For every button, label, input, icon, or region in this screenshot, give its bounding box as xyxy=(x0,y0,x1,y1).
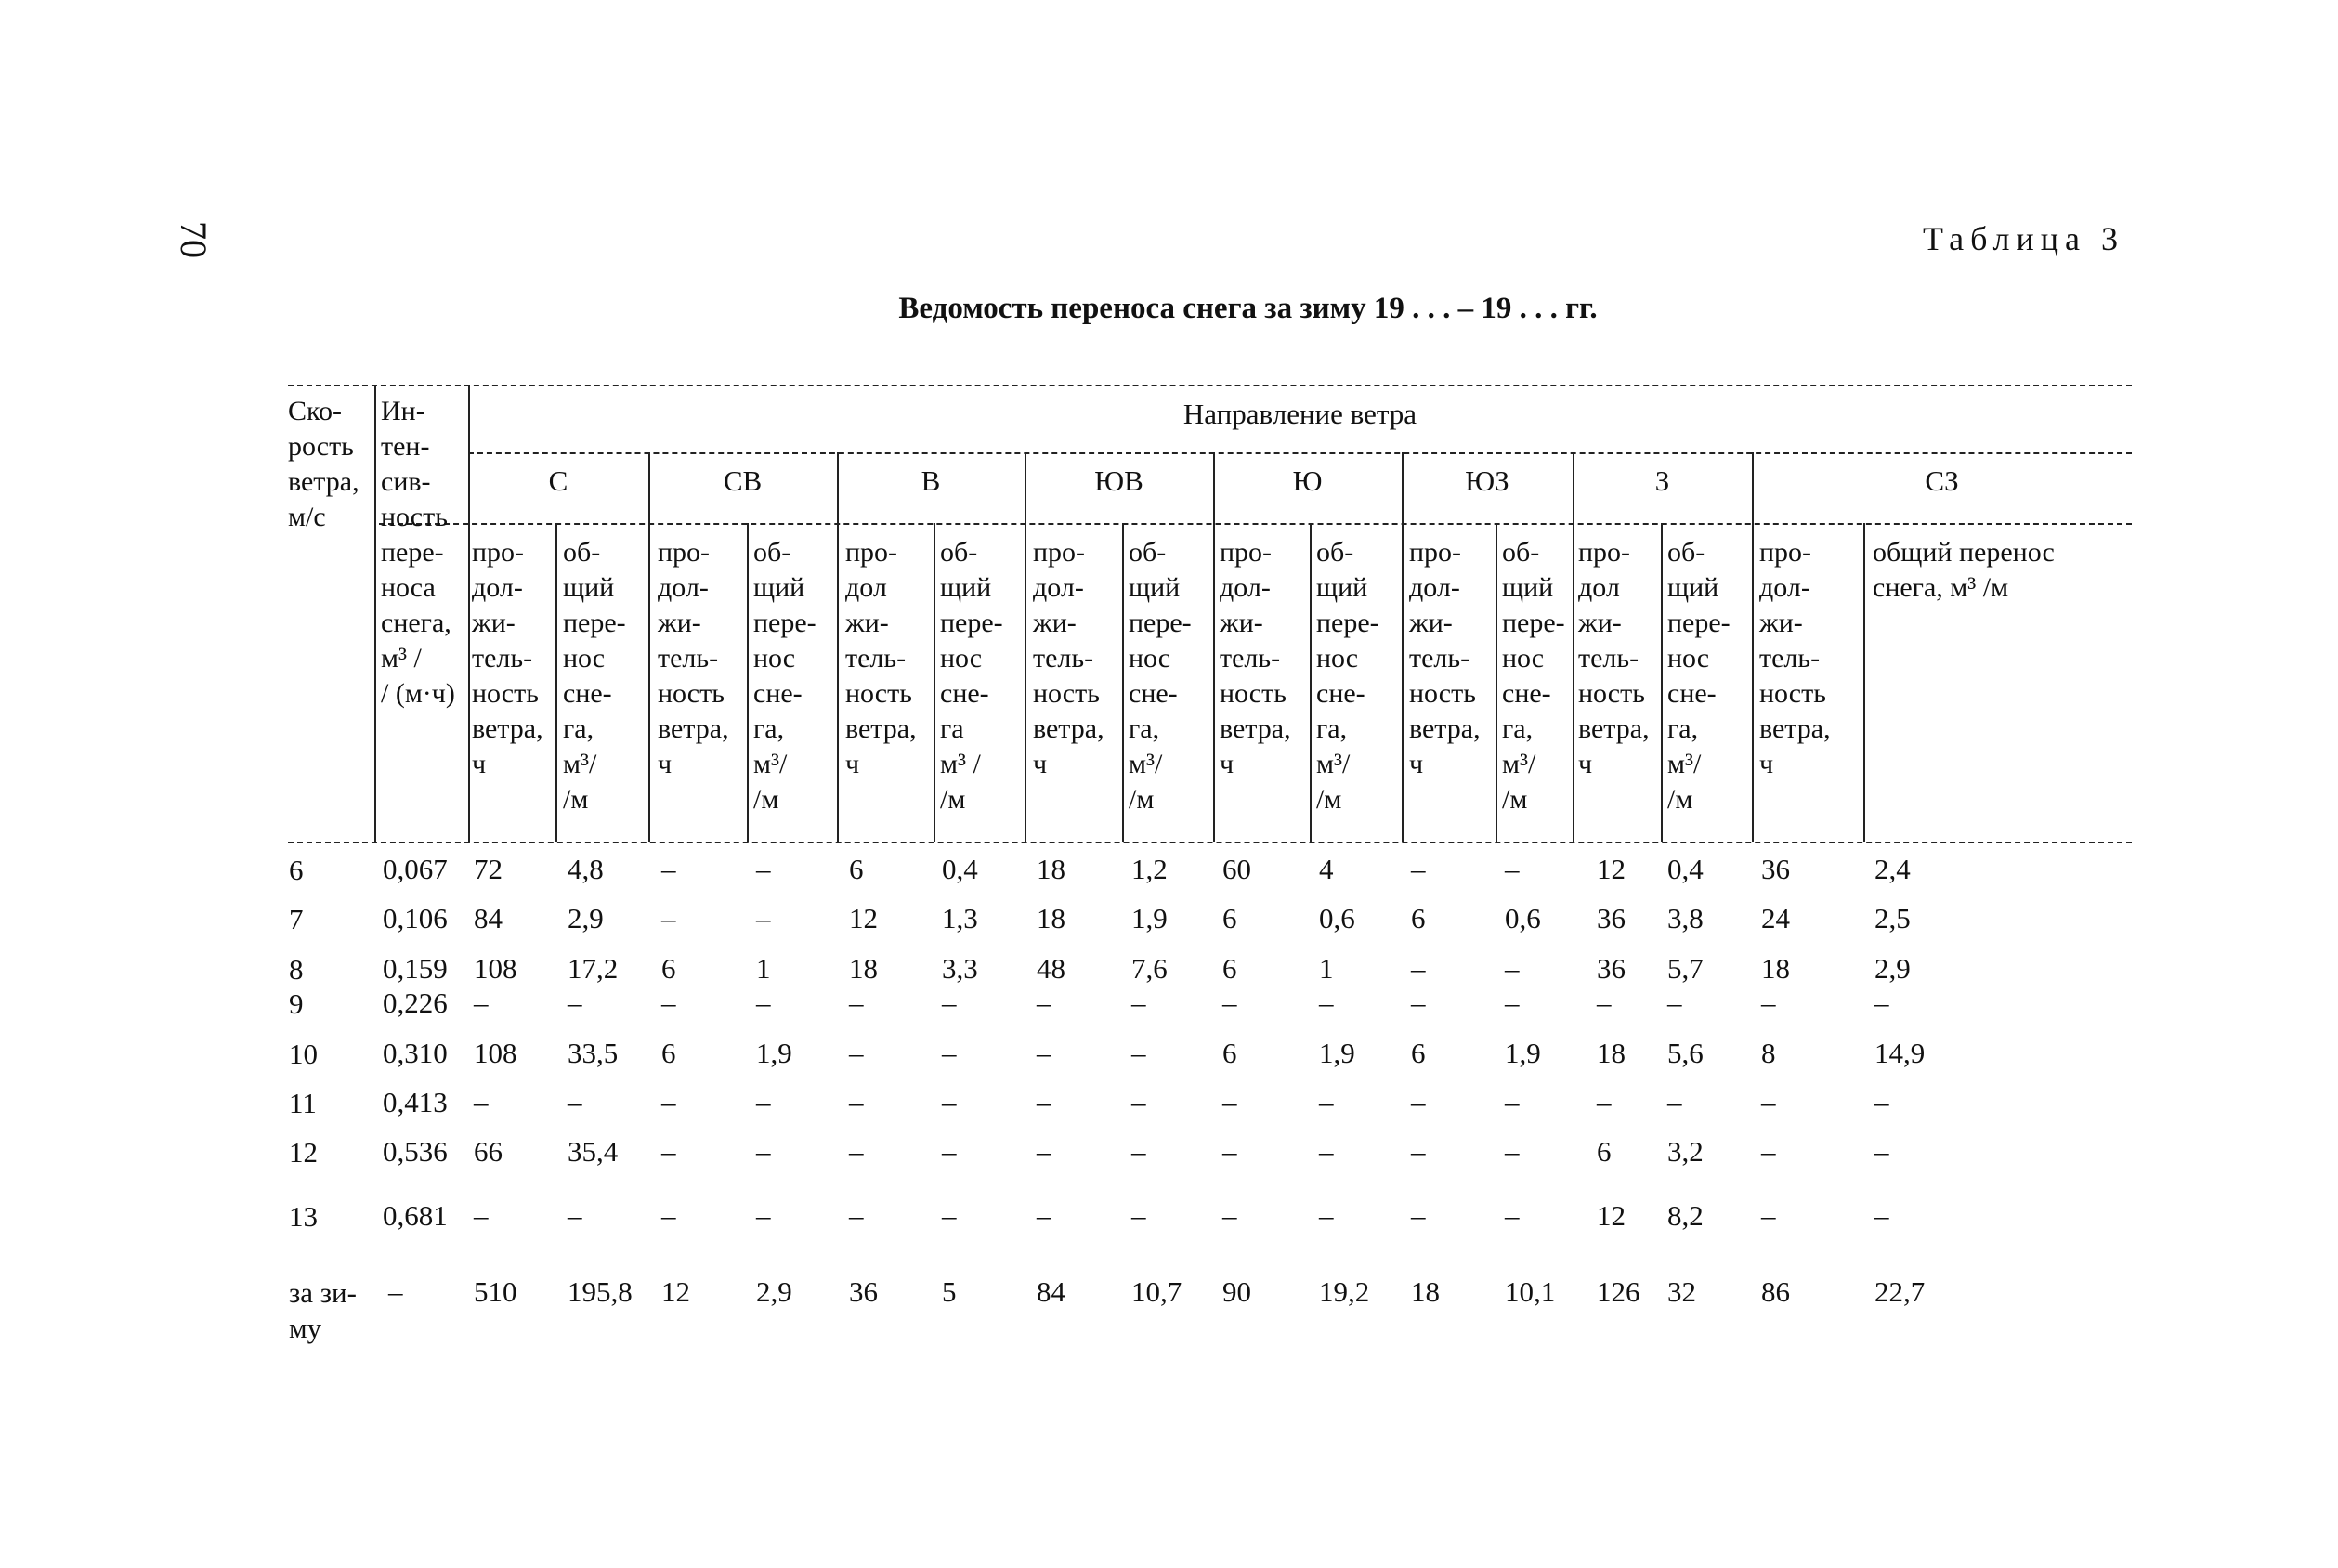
cell-value: – xyxy=(1319,987,1334,1019)
cell-value: – xyxy=(1505,1199,1520,1232)
cell-value: – xyxy=(1874,1135,1889,1168)
cell-value: 2,9 xyxy=(568,902,604,934)
cell-value: 6 xyxy=(661,952,676,985)
cell-value: 0,6 xyxy=(1505,902,1541,934)
cell-value: – xyxy=(661,987,676,1019)
cell-value: – xyxy=(661,1199,676,1232)
cell-value: – xyxy=(1597,1086,1612,1118)
cell-value: 3,8 xyxy=(1667,902,1704,934)
cell-intensity: 0,226 xyxy=(383,987,448,1019)
cell-value: – xyxy=(1037,1086,1051,1118)
cell-value: – xyxy=(1411,987,1426,1019)
cell-value: – xyxy=(1037,1135,1051,1168)
cell-value: – xyxy=(849,987,864,1019)
cell-speed: за зи- му xyxy=(289,1276,357,1344)
cell-value: 2,5 xyxy=(1874,902,1911,934)
rule-dir-z xyxy=(1573,452,1574,842)
cell-speed: 7 xyxy=(289,903,304,935)
cell-value: 0,4 xyxy=(1667,853,1704,885)
cell-value: 195,8 xyxy=(568,1275,633,1308)
sub-transfer-yu: об- щий пере- нос сне- га, м³/ /м xyxy=(1316,537,1379,815)
cell-value: 17,2 xyxy=(568,952,619,985)
table-label: Таблица 3 xyxy=(1923,220,2124,257)
rule-speed-col xyxy=(374,385,376,842)
cell-value: – xyxy=(661,902,676,934)
cell-value: 24 xyxy=(1761,902,1790,934)
cell-value: 35,4 xyxy=(568,1135,619,1168)
cell-value: – xyxy=(1222,1199,1237,1232)
cell-value: – xyxy=(1319,1086,1334,1118)
cell-value: – xyxy=(849,1135,864,1168)
rule-sub-z xyxy=(1661,523,1663,842)
cell-value: – xyxy=(756,987,771,1019)
rule-under-direction xyxy=(468,452,2132,454)
cell-value: 2,9 xyxy=(756,1275,792,1308)
cell-value: 1,2 xyxy=(1131,853,1168,885)
cell-value: 36 xyxy=(1597,902,1626,934)
sub-transfer-v: об- щий пере- нос сне- га м³ / /м xyxy=(940,537,1003,815)
cell-intensity: – xyxy=(388,1275,403,1308)
cell-value: 8,2 xyxy=(1667,1199,1704,1232)
cell-value: – xyxy=(1761,987,1776,1019)
cell-value: – xyxy=(474,1086,489,1118)
cell-intensity: 0,681 xyxy=(383,1199,448,1232)
cell-value: – xyxy=(849,1199,864,1232)
cell-value: 6 xyxy=(1222,1037,1237,1069)
cell-value: – xyxy=(1411,853,1426,885)
cell-value: – xyxy=(1505,987,1520,1019)
cell-value: 108 xyxy=(474,952,517,985)
cell-intensity: 0,067 xyxy=(383,853,448,885)
cell-value: 19,2 xyxy=(1319,1275,1370,1308)
cell-value: – xyxy=(1222,1135,1237,1168)
table-title: Ведомость переноса снега за зиму 19 . . . – 19 . . . гг. xyxy=(898,292,1598,325)
sub-duration-c: про- дол- жи- тель- ность ветра, ч xyxy=(472,537,543,779)
cell-value: – xyxy=(1505,853,1520,885)
cell-value: 12 xyxy=(849,902,878,934)
cell-value: 3,2 xyxy=(1667,1135,1704,1168)
sub-transfer-z: об- щий пере- нос сне- га, м³/ /м xyxy=(1667,537,1731,815)
cell-value: 1 xyxy=(1319,952,1334,985)
rule-dir-yuz xyxy=(1402,452,1404,842)
cell-value: – xyxy=(1597,987,1612,1019)
rule-sub-v xyxy=(934,523,935,842)
cell-value: 6 xyxy=(1411,902,1426,934)
header-speed: Ско- рость ветра, м/с xyxy=(288,396,359,532)
cell-value: 10,7 xyxy=(1131,1275,1182,1308)
cell-speed: 8 xyxy=(289,953,304,986)
cell-value: – xyxy=(1131,1199,1146,1232)
cell-value: 1,9 xyxy=(1131,902,1168,934)
cell-value: 5,6 xyxy=(1667,1037,1704,1069)
cell-value: – xyxy=(1667,1086,1682,1118)
cell-value: 1,9 xyxy=(1319,1037,1355,1069)
direction-z: З xyxy=(1654,464,1670,497)
cell-value: 108 xyxy=(474,1037,517,1069)
direction-c: С xyxy=(548,464,568,497)
cell-value: – xyxy=(1505,952,1520,985)
cell-value: 2,4 xyxy=(1874,853,1911,885)
cell-value: 5,7 xyxy=(1667,952,1704,985)
direction-yuv: ЮВ xyxy=(1094,464,1143,497)
cell-value: 6 xyxy=(1411,1037,1426,1069)
rule-sub-yu xyxy=(1310,523,1312,842)
rule-sub-sz xyxy=(1863,523,1865,842)
cell-value: 4 xyxy=(1319,853,1334,885)
cell-speed: 6 xyxy=(289,854,304,886)
cell-value: 6 xyxy=(849,853,864,885)
cell-value: 32 xyxy=(1667,1275,1696,1308)
rule-dir-yu xyxy=(1213,452,1215,842)
rule-under-directions xyxy=(379,523,2132,525)
page-number: 70 xyxy=(173,221,215,258)
sub-transfer-c: об- щий пере- нос сне- га, м³/ /м xyxy=(563,537,626,815)
cell-value: – xyxy=(942,987,957,1019)
rule-sub-c xyxy=(555,523,557,842)
cell-value: – xyxy=(661,853,676,885)
cell-value: 6 xyxy=(1222,902,1237,934)
sub-transfer-sv: об- щий пере- нос сне- га, м³/ /м xyxy=(753,537,816,815)
cell-value: 12 xyxy=(1597,1199,1626,1232)
cell-value: – xyxy=(1411,1199,1426,1232)
rule-intensity-col xyxy=(468,385,470,842)
cell-value: – xyxy=(849,1037,864,1069)
cell-value: – xyxy=(1874,1199,1889,1232)
cell-value: – xyxy=(1131,1086,1146,1118)
rule-dir-sv xyxy=(648,452,650,842)
cell-value: 126 xyxy=(1597,1275,1640,1308)
rule-sub-sv xyxy=(747,523,749,842)
cell-value: 6 xyxy=(1222,952,1237,985)
cell-value: 18 xyxy=(1037,902,1065,934)
cell-value: – xyxy=(474,987,489,1019)
cell-value: – xyxy=(1761,1199,1776,1232)
cell-value: 7,6 xyxy=(1131,952,1168,985)
sub-duration-yuz: про- дол- жи- тель- ность ветра, ч xyxy=(1409,537,1481,779)
cell-value: – xyxy=(756,1135,771,1168)
cell-value: – xyxy=(1761,1135,1776,1168)
cell-speed: 9 xyxy=(289,987,304,1020)
sub-duration-v: про- дол жи- тель- ность ветра, ч xyxy=(845,537,917,779)
cell-value: 86 xyxy=(1761,1275,1790,1308)
cell-speed: 10 xyxy=(289,1038,318,1070)
cell-value: 84 xyxy=(1037,1275,1065,1308)
cell-value: 6 xyxy=(1597,1135,1612,1168)
cell-value: – xyxy=(756,902,771,934)
header-intensity: Ин- тен- сив- ность пере- носа снега, м³ / / (м·ч) xyxy=(381,396,455,709)
cell-value: 4,8 xyxy=(568,853,604,885)
cell-value: 36 xyxy=(849,1275,878,1308)
cell-value: 36 xyxy=(1761,853,1790,885)
cell-value: 1,3 xyxy=(942,902,978,934)
cell-value: 3,3 xyxy=(942,952,978,985)
cell-value: 60 xyxy=(1222,853,1251,885)
cell-value: – xyxy=(756,853,771,885)
sub-duration-sz: про- дол- жи- тель- ность ветра, ч xyxy=(1759,537,1831,779)
cell-value: – xyxy=(1037,987,1051,1019)
cell-value: 18 xyxy=(1761,952,1790,985)
direction-v: В xyxy=(921,464,941,497)
cell-value: – xyxy=(1411,1135,1426,1168)
cell-value: 36 xyxy=(1597,952,1626,985)
rule-sub-yuz xyxy=(1496,523,1497,842)
cell-value: – xyxy=(1505,1135,1520,1168)
cell-value: – xyxy=(942,1135,957,1168)
cell-value: 1,9 xyxy=(1505,1037,1541,1069)
cell-value: – xyxy=(756,1086,771,1118)
cell-value: 12 xyxy=(1597,853,1626,885)
cell-value: – xyxy=(661,1135,676,1168)
cell-intensity: 0,536 xyxy=(383,1135,448,1168)
cell-value: – xyxy=(661,1086,676,1118)
cell-value: – xyxy=(568,987,582,1019)
rule-header-bottom xyxy=(288,842,2132,843)
cell-value: 1 xyxy=(756,952,771,985)
cell-value: 90 xyxy=(1222,1275,1251,1308)
cell-value: 33,5 xyxy=(568,1037,619,1069)
cell-value: – xyxy=(756,1199,771,1232)
direction-sv: СВ xyxy=(723,464,763,497)
cell-value: – xyxy=(1037,1199,1051,1232)
cell-value: 14,9 xyxy=(1874,1037,1926,1069)
cell-value: – xyxy=(1874,1086,1889,1118)
cell-value: – xyxy=(568,1199,582,1232)
cell-intensity: 0,106 xyxy=(383,902,448,934)
cell-value: – xyxy=(1874,987,1889,1019)
cell-value: 10,1 xyxy=(1505,1275,1556,1308)
cell-intensity: 0,310 xyxy=(383,1037,448,1069)
cell-value: 12 xyxy=(661,1275,690,1308)
sub-transfer-yuv: об- щий пере- нос сне- га, м³/ /м xyxy=(1129,537,1192,815)
cell-value: – xyxy=(1037,1037,1051,1069)
cell-value: – xyxy=(1761,1086,1776,1118)
cell-value: 6 xyxy=(661,1037,676,1069)
cell-value: 84 xyxy=(474,902,503,934)
rule-dir-v xyxy=(837,452,839,842)
cell-value: 8 xyxy=(1761,1037,1776,1069)
sub-duration-sv: про- дол- жи- тель- ность ветра, ч xyxy=(658,537,729,779)
rule-dir-sz xyxy=(1752,452,1754,842)
cell-value: – xyxy=(942,1086,957,1118)
cell-value: 18 xyxy=(1037,853,1065,885)
cell-value: – xyxy=(942,1199,957,1232)
direction-sz: СЗ xyxy=(1925,464,1959,497)
rule-sub-yuv xyxy=(1122,523,1124,842)
rule-dir-yuv xyxy=(1025,452,1026,842)
header-wind-direction: Направление ветра xyxy=(1182,398,1417,430)
cell-value: – xyxy=(1131,1135,1146,1168)
sub-duration-z: про- дол жи- тель- ность ветра, ч xyxy=(1578,537,1650,779)
cell-speed: 12 xyxy=(289,1136,318,1169)
cell-speed: 13 xyxy=(289,1200,318,1233)
cell-value: 0,4 xyxy=(942,853,978,885)
direction-yu: Ю xyxy=(1292,464,1323,497)
cell-value: 18 xyxy=(1597,1037,1626,1069)
cell-value: 72 xyxy=(474,853,503,885)
cell-intensity: 0,159 xyxy=(383,952,448,985)
cell-value: – xyxy=(1505,1086,1520,1118)
cell-value: – xyxy=(474,1199,489,1232)
cell-value: – xyxy=(1131,1037,1146,1069)
cell-value: – xyxy=(1222,1086,1237,1118)
cell-value: 2,9 xyxy=(1874,952,1911,985)
cell-value: 66 xyxy=(474,1135,503,1168)
cell-value: – xyxy=(1222,987,1237,1019)
cell-value: – xyxy=(568,1086,582,1118)
rule-top xyxy=(288,385,2132,386)
cell-value: – xyxy=(1319,1135,1334,1168)
cell-intensity: 0,413 xyxy=(383,1086,448,1118)
cell-value: – xyxy=(1411,1086,1426,1118)
cell-value: 0,6 xyxy=(1319,902,1355,934)
cell-value: – xyxy=(849,1086,864,1118)
cell-value: 18 xyxy=(849,952,878,985)
cell-value: 48 xyxy=(1037,952,1065,985)
sub-transfer-sz: общий перенос снега, м³ /м xyxy=(1873,537,2055,603)
cell-value: 5 xyxy=(942,1275,957,1308)
cell-value: – xyxy=(1411,952,1426,985)
sub-transfer-yuz: об- щий пере- нос сне- га, м³/ /м xyxy=(1502,537,1565,815)
cell-value: 510 xyxy=(474,1275,517,1308)
cell-value: 22,7 xyxy=(1874,1275,1926,1308)
cell-value: – xyxy=(1667,987,1682,1019)
sub-duration-yuv: про- дол- жи- тель- ность ветра, ч xyxy=(1033,537,1104,779)
cell-speed: 11 xyxy=(289,1087,317,1119)
cell-value: – xyxy=(1319,1199,1334,1232)
direction-yuz: ЮЗ xyxy=(1465,464,1509,497)
sub-duration-yu: про- дол- жи- тель- ность ветра, ч xyxy=(1220,537,1291,779)
cell-value: – xyxy=(1131,987,1146,1019)
cell-value: – xyxy=(942,1037,957,1069)
cell-value: 1,9 xyxy=(756,1037,792,1069)
cell-value: 18 xyxy=(1411,1275,1440,1308)
